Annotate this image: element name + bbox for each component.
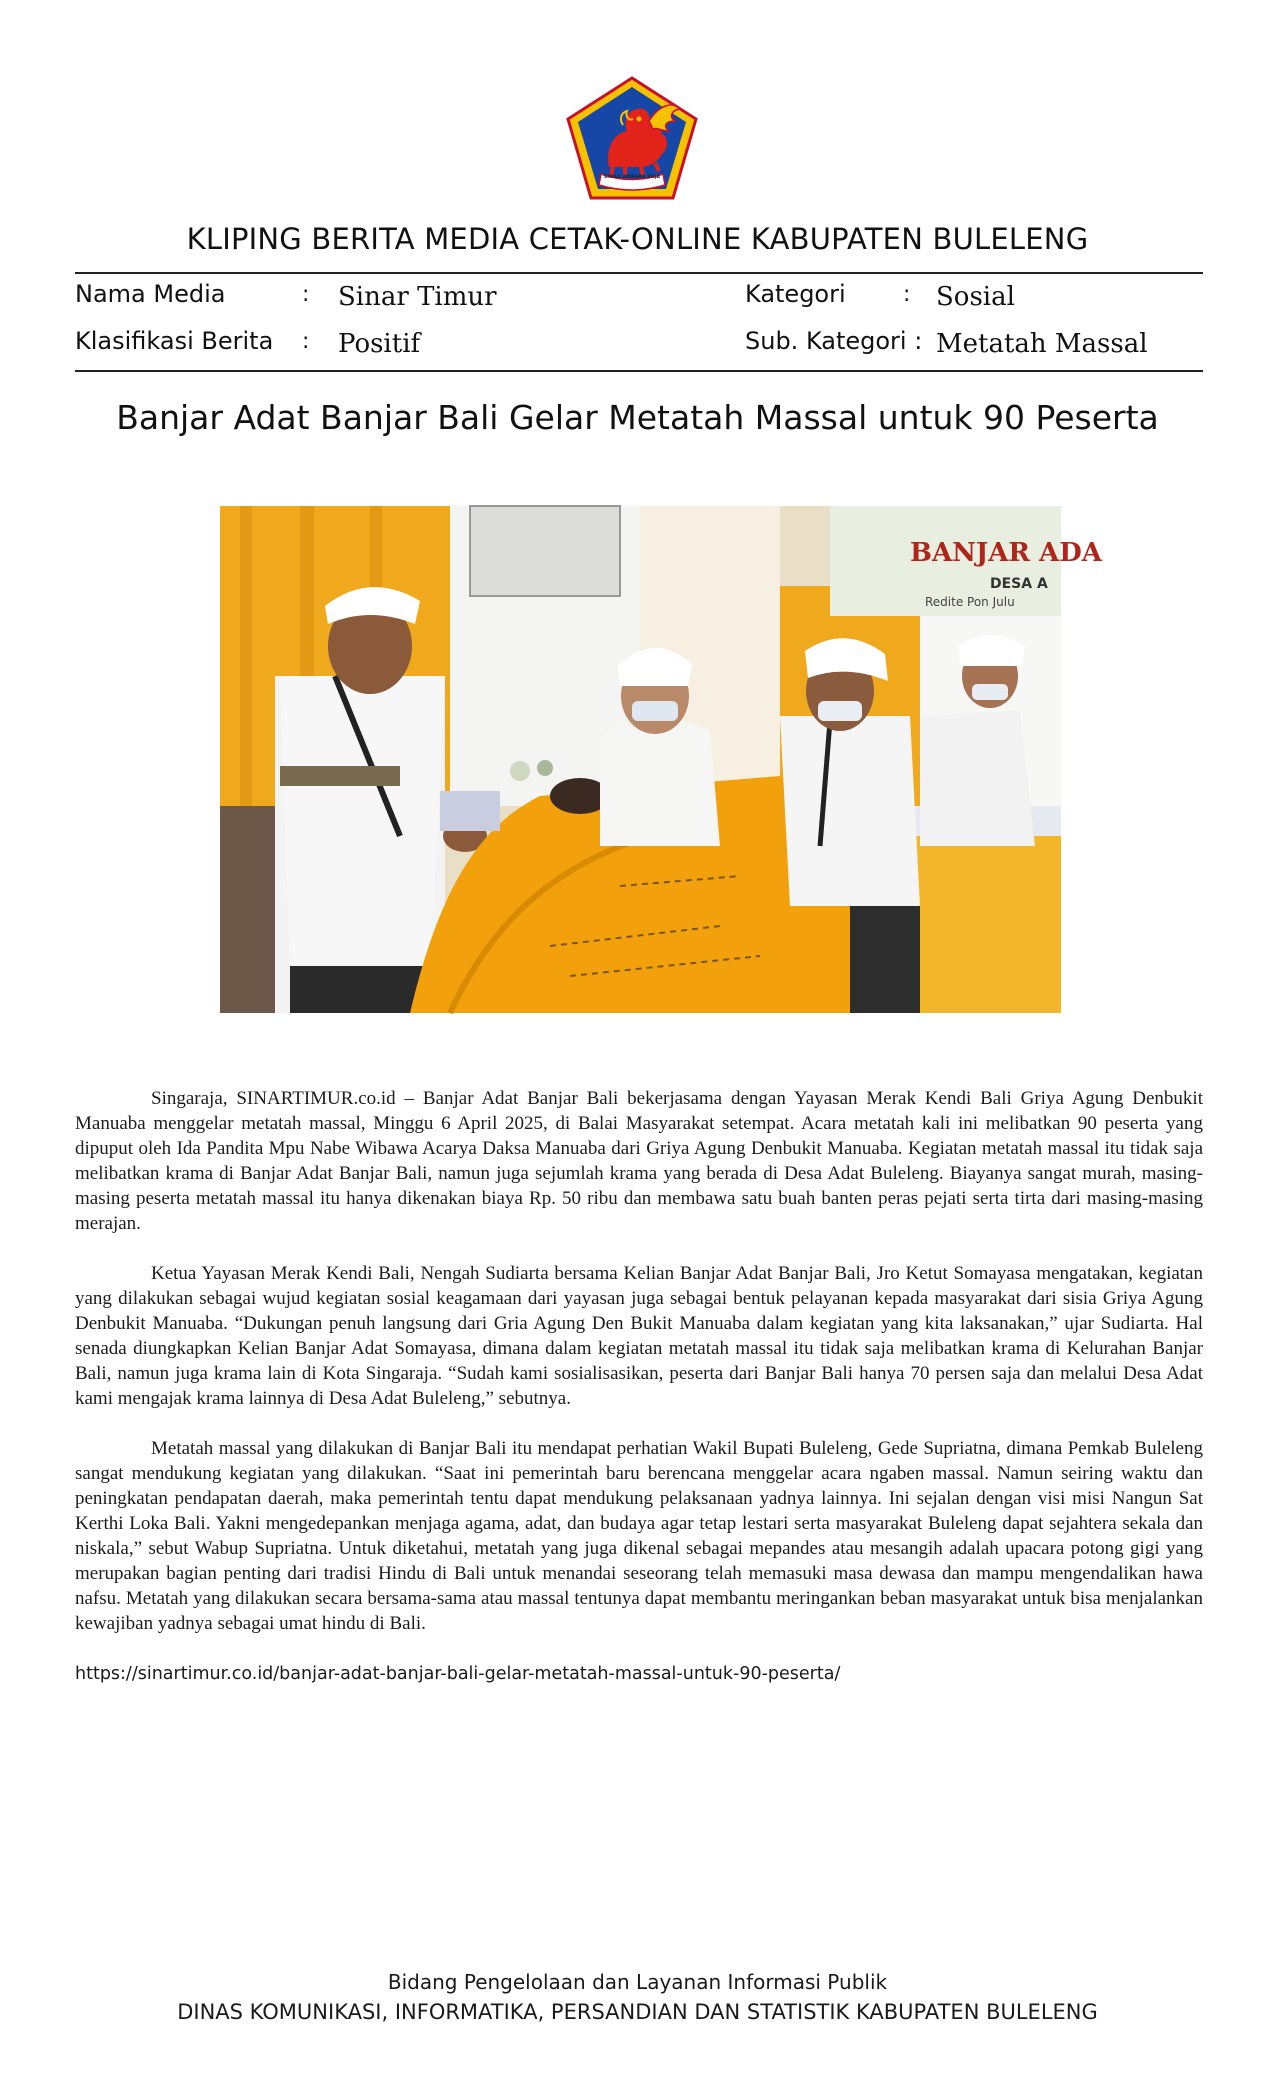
article-paragraph: Singaraja, SINARTIMUR.co.id – Banjar Adat Banjar Bali bekerjasama dengan Yayasan Merak Kendi Bali Griya Agung Denbukit Manuaba menggelar metatah massal, Minggu 6 April 2025, di Balai Masyarakat setempat. Acara metatah kali ini melibatkan 90 peserta yang dipuput oleh Ida Pandita Mpu Nabe Wibawa Acarya Daksa Manuaba dari Griya Agung Denbukit Manuaba. Kegiatan metatah massal itu tidak saja melibatkan krama di Banjar Adat Banjar Bali, namun juga sejumlah krama yang berada di Desa Adat Buleleng. Biayanya sangat murah, masing-masing peserta metatah massal itu hanya dikenakan biaya Rp. 50 ribu dan membawa satu buah banten peras pejati serta tirta dari masing-masing merajan. xyxy=(75,1088,1203,1234)
subcategory-label: Sub. Kategori : xyxy=(745,327,923,355)
document-title: KLIPING BERITA MEDIA CETAK-ONLINE KABUPATEN BULELENG xyxy=(186,222,1089,256)
article-body xyxy=(75,1086,1203,1661)
classification-value: Positif xyxy=(338,329,421,359)
photo-banner-subtext: DESA A xyxy=(990,576,1048,592)
media-separator: : xyxy=(302,282,310,307)
footer-agency: DINAS KOMUNIKASI, INFORMATIKA, PERSANDIAN DAN STATISTIK KABUPATEN BULELENG xyxy=(177,2000,1098,2024)
subcategory-value: Metatah Massal xyxy=(936,329,1148,359)
source-link[interactable]: https://sinartimur.co.id/banjar-adat-banjar-bali-gelar-metatah-massal-untuk-90-peserta/ xyxy=(75,1664,841,1684)
winged-lion-emblem-icon xyxy=(565,75,699,201)
header-divider-bottom xyxy=(75,370,1203,372)
classification-label: Klasifikasi Berita xyxy=(75,327,274,355)
footer-department: Bidang Pengelolaan dan Layanan Informasi Publik xyxy=(387,1970,888,1994)
category-separator: : xyxy=(903,282,911,307)
header-divider-top xyxy=(75,272,1203,274)
emblem-caption: SINGA AMBARA RAJA xyxy=(603,175,661,180)
article-photo xyxy=(220,506,1102,1013)
regency-emblem xyxy=(565,75,699,201)
category-label: Kategori xyxy=(745,280,846,308)
media-value: Sinar Timur xyxy=(338,282,497,312)
metatah-ceremony-photo xyxy=(220,506,1102,1013)
category-value: Sosial xyxy=(936,282,1015,312)
classification-separator: : xyxy=(302,329,310,354)
article-paragraph: Metatah massal yang dilakukan di Banjar Bali itu mendapat perhatian Wakil Bupati Buleleng, Gede Supriatna, dimana Pemkab Buleleng sangat mendukung kegiatan yang dilakukan. “Saat ini pemerintah baru berencana menggelar acara ngaben massal. Namun seiring waktu dan peningkatan pendapatan daerah, maka pemerintah tentu dapat mendukung pelaksanaan yadnya lainnya. Ini sejalan dengan visi misi Nangun Sat Kerthi Loka Bali. Yakni mengedepankan menjaga agama, adat, dan budaya agar tetap lestari serta masyarakat Buleleng dapat sejahtera sekala dan niskala,” sebut Wabup Supriatna. Untuk diketahui, metatah yang juga dikenal sebagai mepandes atau mesangih adalah upacara potong gigi yang merupakan bagian penting dari tradisi Hindu di Bali untuk menandai seseorang telah memasuki masa dewasa dan mampu mengendalikan hawa nafsu. Metatah yang dilakukan secara bersama-sama atau massal tentunya dapat membantu meringankan beban masyarakat untuk bisa menjalankan kewajiban yadnya sebagai umat hindu di Bali. xyxy=(75,1438,1203,1634)
photo-banner-date: Redite Pon Julu xyxy=(925,595,1015,609)
article-paragraph: Ketua Yayasan Merak Kendi Bali, Nengah Sudiarta bersama Kelian Banjar Adat Banjar Bali, Jro Ketut Somayasa mengatakan, kegiatan yang dilakukan sebagai wujud kegiatan sosial keagamaan dari yayasan juga sebagai bentuk pelayanan kepada masyarakat dari sisia Griya Agung Denbukit Manuaba. “Dukungan penuh langsung dari Gria Agung Den Bukit Manuaba dalam kegiatan yang kita laksanakan,” ujar Sudiarta. Hal senada diungkapkan Kelian Banjar Adat Somayasa, dimana dalam kegiatan metatah massal itu tidak saja melibatkan krama di Kelurahan Banjar Bali, namun juga krama lain di Kota Singaraja. “Sudah kami sosialisasikan, peserta dari Banjar Bali hanya 70 persen saja dan melalui Desa Adat kami mengajak krama lainnya di Desa Adat Buleleng,” sebutnya. xyxy=(75,1263,1203,1409)
photo-banner-text: BANJAR ADA xyxy=(910,538,1102,568)
media-label: Nama Media xyxy=(75,280,226,308)
article-headline: Banjar Adat Banjar Bali Gelar Metatah Massal untuk 90 Peserta xyxy=(116,398,1159,437)
